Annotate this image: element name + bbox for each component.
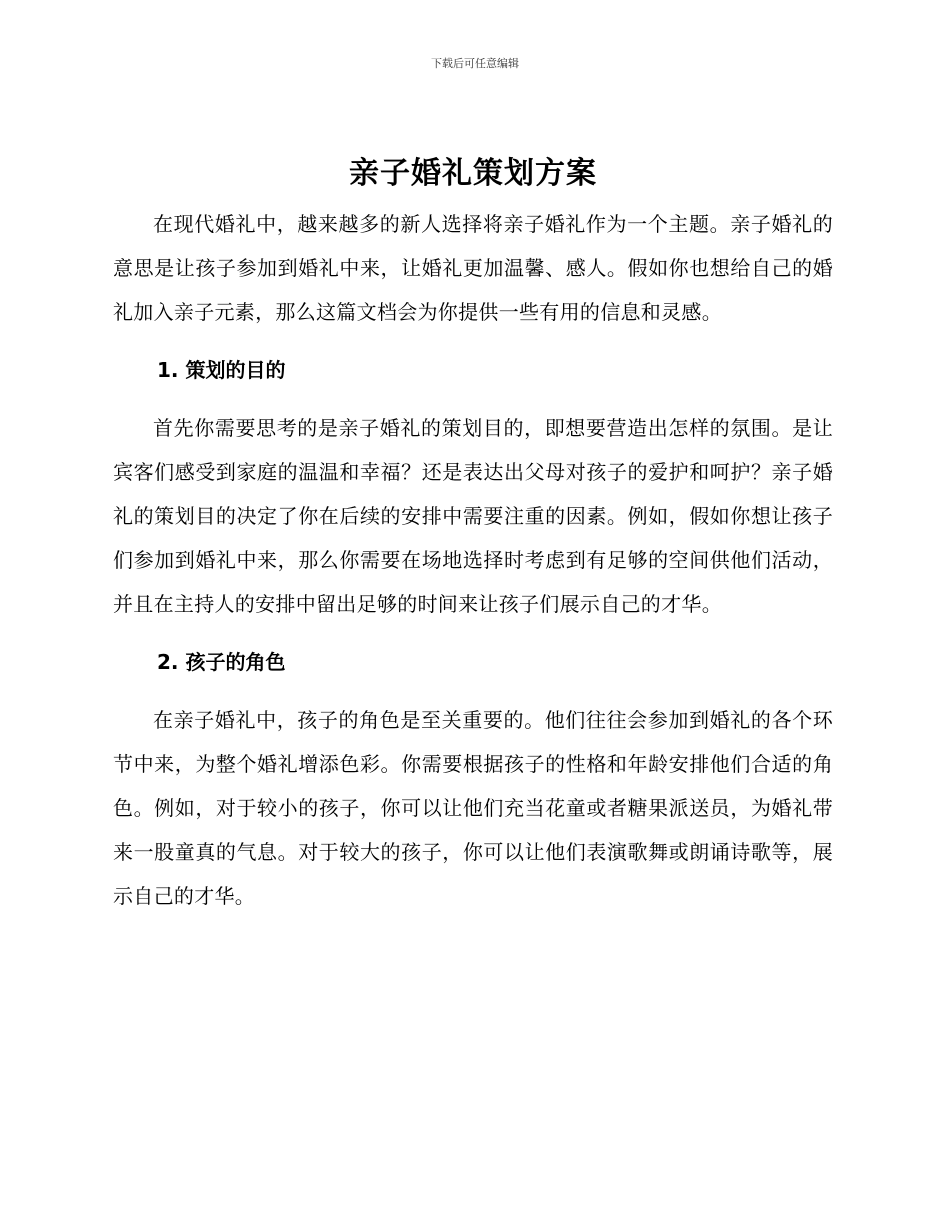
document-body <box>113 146 833 918</box>
page-header: 下载后可任意编辑 <box>431 57 519 70</box>
document-title: 亲子婚礼策划方案 <box>349 156 597 191</box>
intro-paragraph: 在现代婚礼中，越来越多的新人选择将亲子婚礼作为一个主题。亲子婚礼的意思是让孩子参加到婚礼中来，让婚礼更加温馨、感人。假如你也想给自己的婚礼加入亲子元素，那么这篇文档会为你提供一些有用的信息和灵感。 <box>113 212 833 324</box>
section-body-purpose: 首先你需要思考的是亲子婚礼的策划目的，即想要营造出怎样的氛围。是让宾客们感受到家庭的温温和幸福？还是表达出父母对孩子的爱护和呵护？亲子婚礼的策划目的决定了你在后续的安排中需要注重的因素。例如，假如你想让孩子们参加到婚礼中来，那么你需要在场地选择时考虑到有足够的空间供他们活动，并且在主持人的安排中留出足够的时间来让孩子们展示自己的才华。 <box>113 416 833 616</box>
section-heading-purpose: 1. 策划的目的 <box>157 358 286 382</box>
section-heading-child-role: 2. 孩子的角色 <box>157 650 286 674</box>
section-body-child-role: 在亲子婚礼中，孩子的角色是至关重要的。他们往往会参加到婚礼的各个环节中来，为整个婚礼增添色彩。你需要根据孩子的性格和年龄安排他们合适的角色。例如，对于较小的孩子，你可以让他们充当花童或者糖果派送员，为婚礼带来一股童真的气息。对于较大的孩子，你可以让他们表演歌舞或朗诵诗歌等，展示自己的才华。 <box>113 708 833 908</box>
